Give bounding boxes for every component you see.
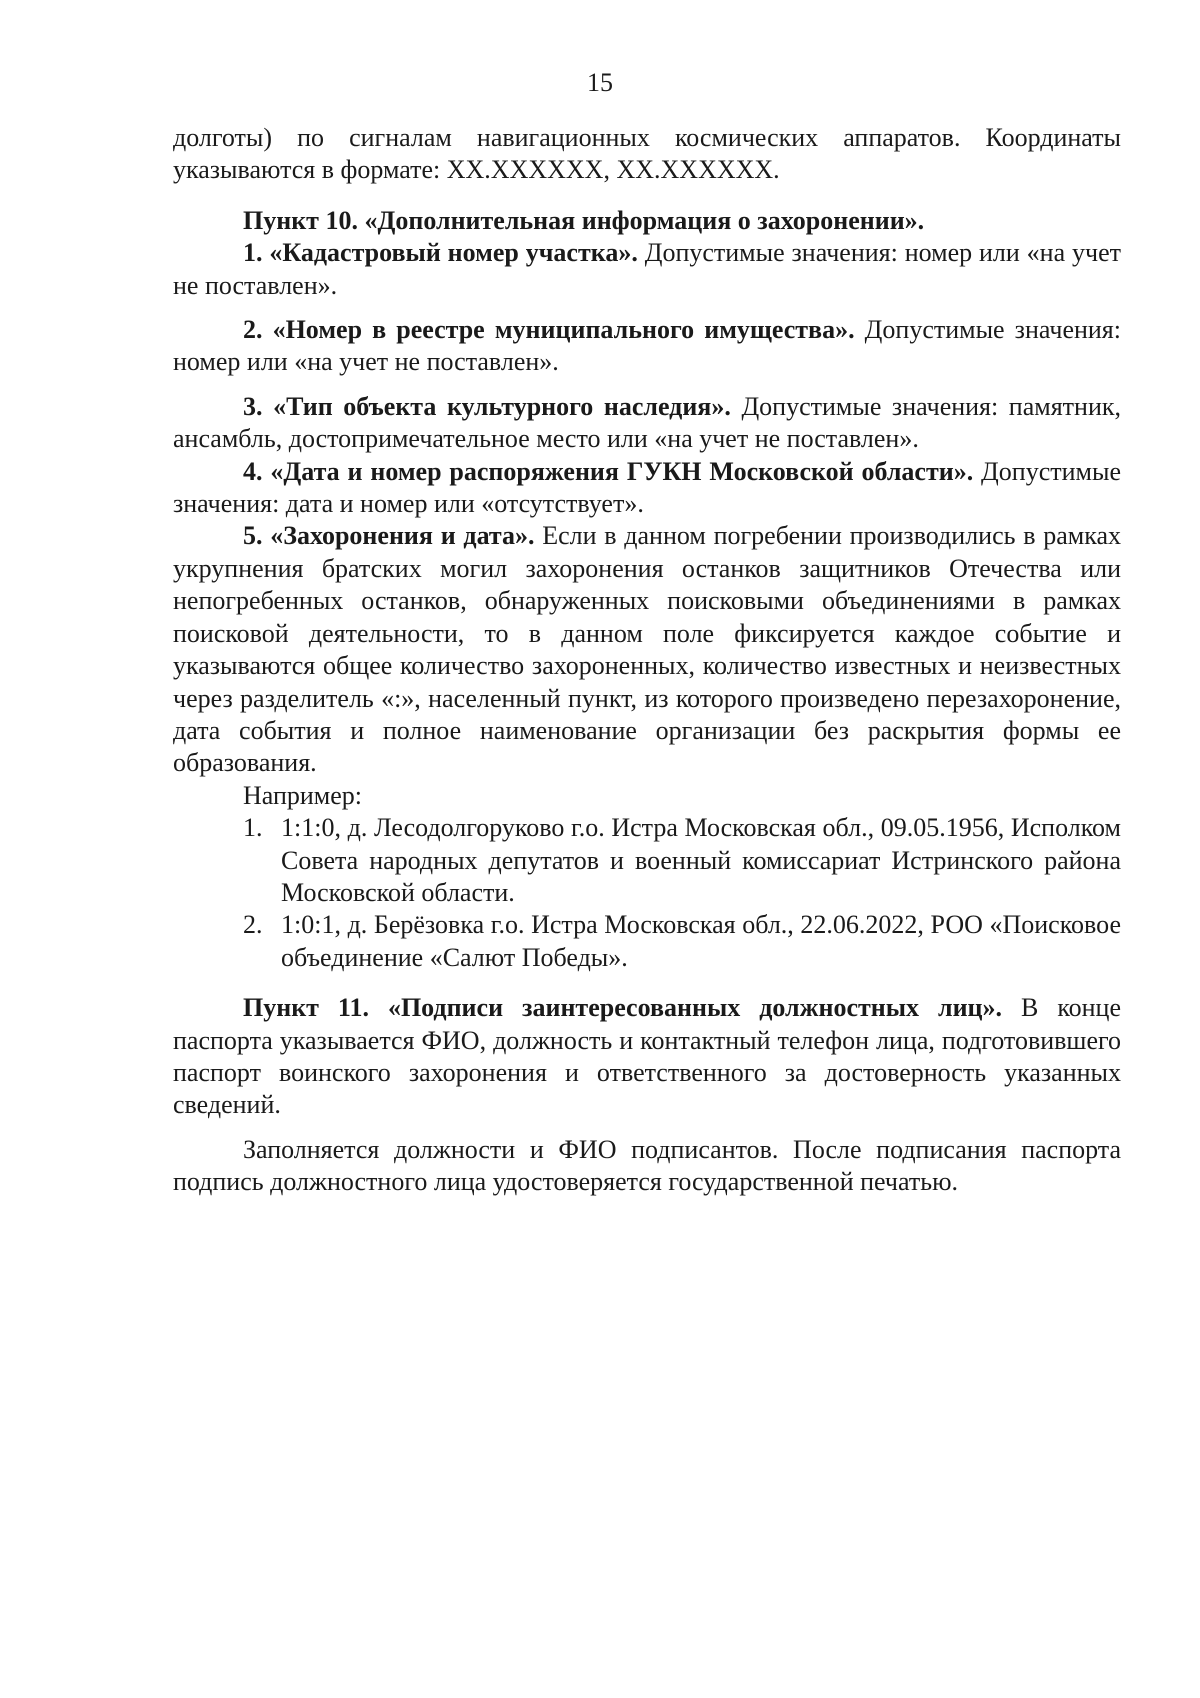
section-10-item-1 xyxy=(173,237,1121,302)
item-5-text: Если в данном погребении производились в рамках укрупнения братских могил захоронения останков защитников Отечества или непогребенных останков, обнаруженных поисковыми объединениями в рамках поисковой деятельности, то в данном поле фиксируется каждое событие и указываются общее количество захороненных, количество известных и неизвестных через разделитель «:», населенный пункт, из которого произведено перезахоронение, дата события и полное наименование организации без раскрытия формы ее образования. xyxy=(173,521,1121,778)
page-number: 15 xyxy=(587,68,613,97)
item-2-text: Допустимые значения: номер или «на учет не поставлен». xyxy=(173,315,1121,377)
item-3-title: 3. «Тип объекта культурного наследия». xyxy=(243,391,731,421)
section-11-text: В конце паспорта указывается ФИО, должность и контактный телефон лица, подготовившего паспорт воинского захоронения и ответственного за достоверность указанных сведений. xyxy=(173,993,1121,1120)
intro-paragraph: долготы) по сигналам навигационных космических аппаратов. Координаты указываются в формате: XX.XXXXXX, XX.XXXXXX. xyxy=(173,123,1121,185)
item-1-text: Допустимые значения: номер или «на учет не поставлен». xyxy=(173,238,1121,300)
item-4-title: 4. «Дата и номер распоряжения ГУКН Московской области». xyxy=(243,456,974,486)
item-5-title: 5. «Захоронения и дата». xyxy=(243,521,535,551)
example-item xyxy=(173,812,1121,909)
example-number: 2. xyxy=(243,910,263,940)
item-2-title: 2. «Номер в реестре муниципального имущества». xyxy=(243,315,855,345)
example-text: 1:1:0, д. Лесодолгоруково г.о. Истра Московская обл., 09.05.1956, Исполком Совета народных депутатов и военный комиссариат Истринского района Московской области. xyxy=(281,813,1121,907)
item-3-text: Допустимые значения: памятник, ансамбль, достопримечательное место или «на учет не поставлен». xyxy=(173,391,1121,454)
section-11-heading: Пункт 11. «Подписи заинтересованных должностных лиц». xyxy=(243,993,1003,1023)
section-10-item-2 xyxy=(173,314,1121,379)
example-list xyxy=(173,812,1121,974)
item-4-text: Допустимые значения: дата и номер или «отсутствует». xyxy=(173,456,1121,519)
example-item xyxy=(173,909,1121,974)
item-1-title: 1. «Кадастровый номер участка». xyxy=(243,238,638,268)
section-10-heading xyxy=(173,205,1121,237)
example-text: 1:0:1, д. Берёзовка г.о. Истра Московская обл., 22.06.2022, РОО «Поисковое объединение «Салют Победы». xyxy=(281,910,1121,972)
section-10-item-4 xyxy=(173,456,1121,521)
section-10-item-5 xyxy=(173,520,1121,779)
section-11-paragraph xyxy=(173,992,1121,1122)
section-10-heading-text: Пункт 10. «Дополнительная информация о захоронении». xyxy=(243,205,925,235)
section-11-paragraph-2: Заполняется должности и ФИО подписантов. После подписания паспорта подпись должностного лица удостоверяется государственной печатью. xyxy=(173,1134,1121,1197)
example-number: 1. xyxy=(243,813,263,843)
page-content xyxy=(173,122,1121,1199)
example-label: Например: xyxy=(243,780,363,810)
section-10-item-3 xyxy=(173,391,1121,456)
